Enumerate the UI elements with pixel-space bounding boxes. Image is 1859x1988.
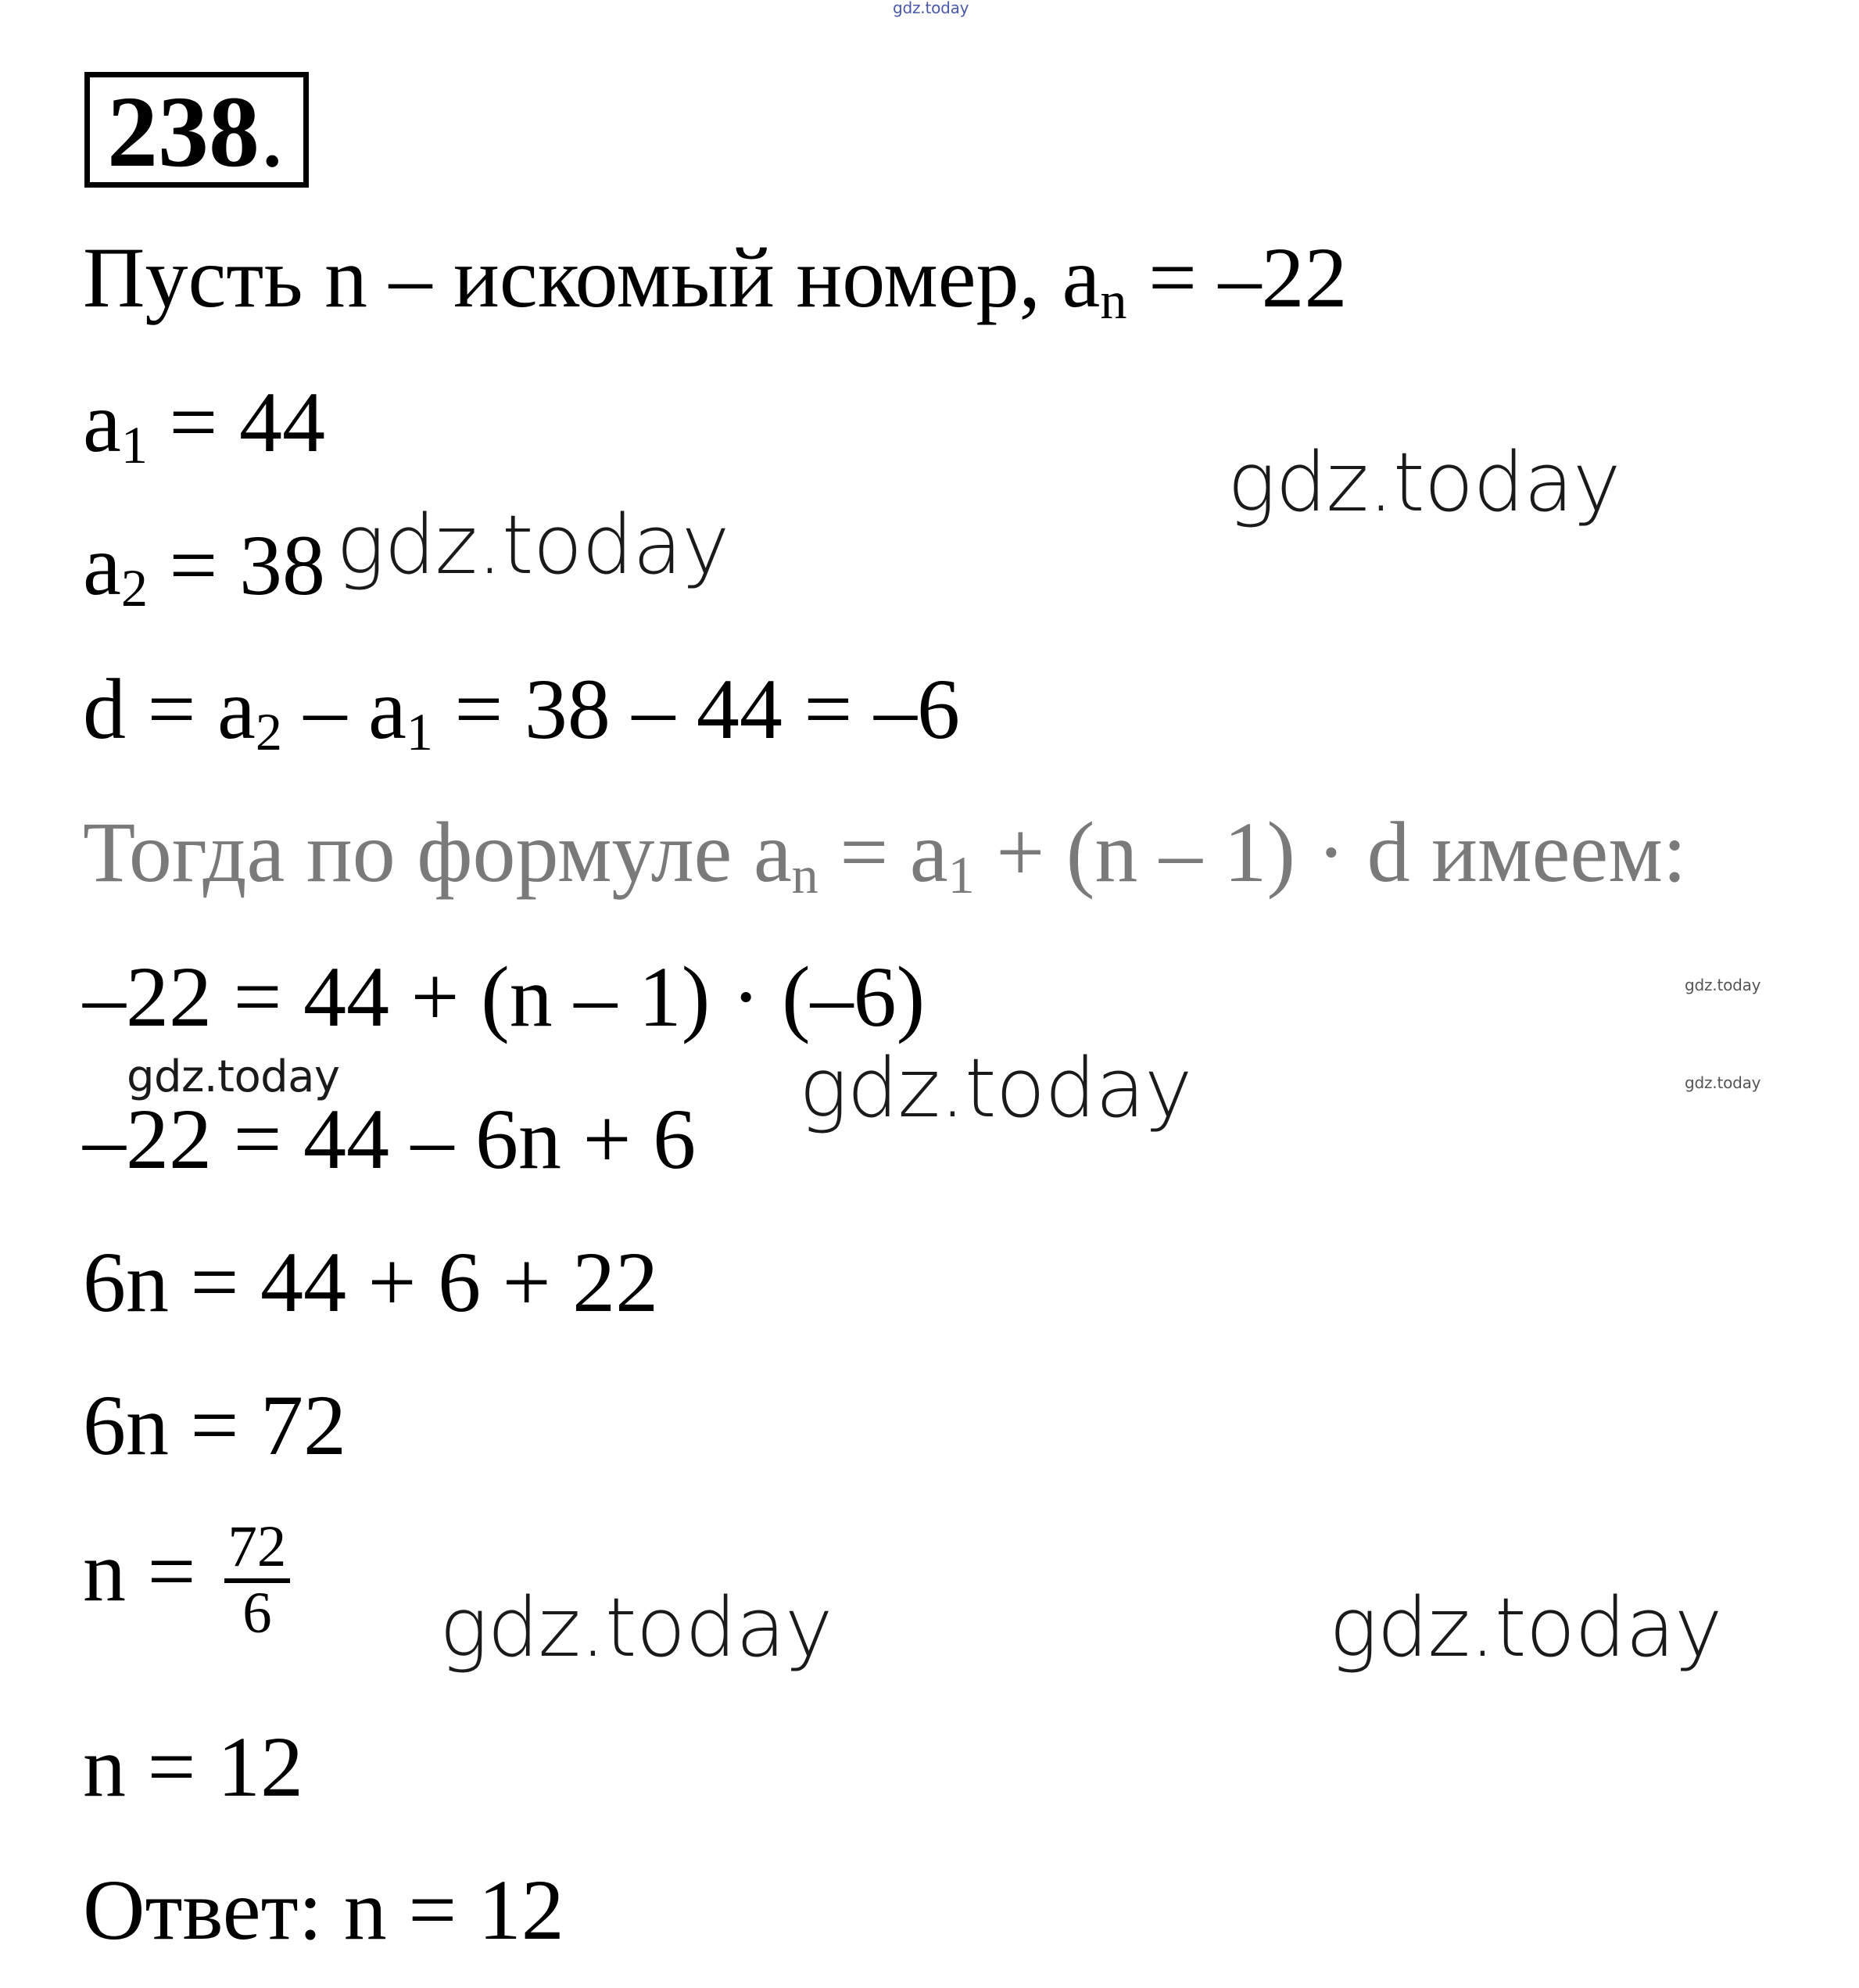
line-equation-3: 6n = 44 + 6 + 22 (83, 1234, 659, 1330)
watermark-center: gdz.today (799, 1041, 1192, 1136)
watermark-right-upper: gdz.today (1227, 435, 1621, 530)
line-fraction: n = $\frac{72}{6}$ (83, 1517, 290, 1644)
watermark-bottom-left: gdz.today (439, 1580, 833, 1675)
watermark-top: gdz.today (893, 0, 969, 17)
line-given: Пусть n – искомый номер, $a_n = -22$ (83, 230, 1348, 330)
fraction-denominator: 6 (242, 1580, 272, 1646)
line-result: n = 12 (83, 1719, 304, 1814)
fraction-numerator: 72 (224, 1517, 290, 1583)
line-a1: $a_1 = 44$ (83, 374, 325, 475)
line-equation-2: –22 = 44 – 6n + 6 (83, 1091, 697, 1187)
line-answer: Ответ: n = 12 (83, 1862, 564, 1958)
watermark-bottom-right: gdz.today (1329, 1580, 1722, 1675)
line-equation-4: 6n = 72 (83, 1377, 347, 1473)
watermark-left-upper: gdz.today (336, 497, 729, 593)
watermark-small-1: gdz.today (1685, 976, 1761, 994)
task-number: 238. (107, 76, 285, 188)
fraction (224, 1514, 290, 1646)
task-number-box (84, 72, 309, 188)
line-equation-1: –22 = 44 + (n – 1) · (–6) (83, 949, 926, 1044)
line-formula: Тогда по формуле $a_n = a_1 + (n - 1) \cdot d$ имеем: (83, 804, 1687, 904)
line-difference: $d = a_2 - a_1 = 38 - 44 = -6$ (83, 661, 960, 761)
line-a2: $a_2 = 38$ (83, 518, 325, 618)
watermark-left-middle: gdz.today (127, 1051, 340, 1102)
watermark-small-2: gdz.today (1685, 1073, 1761, 1092)
